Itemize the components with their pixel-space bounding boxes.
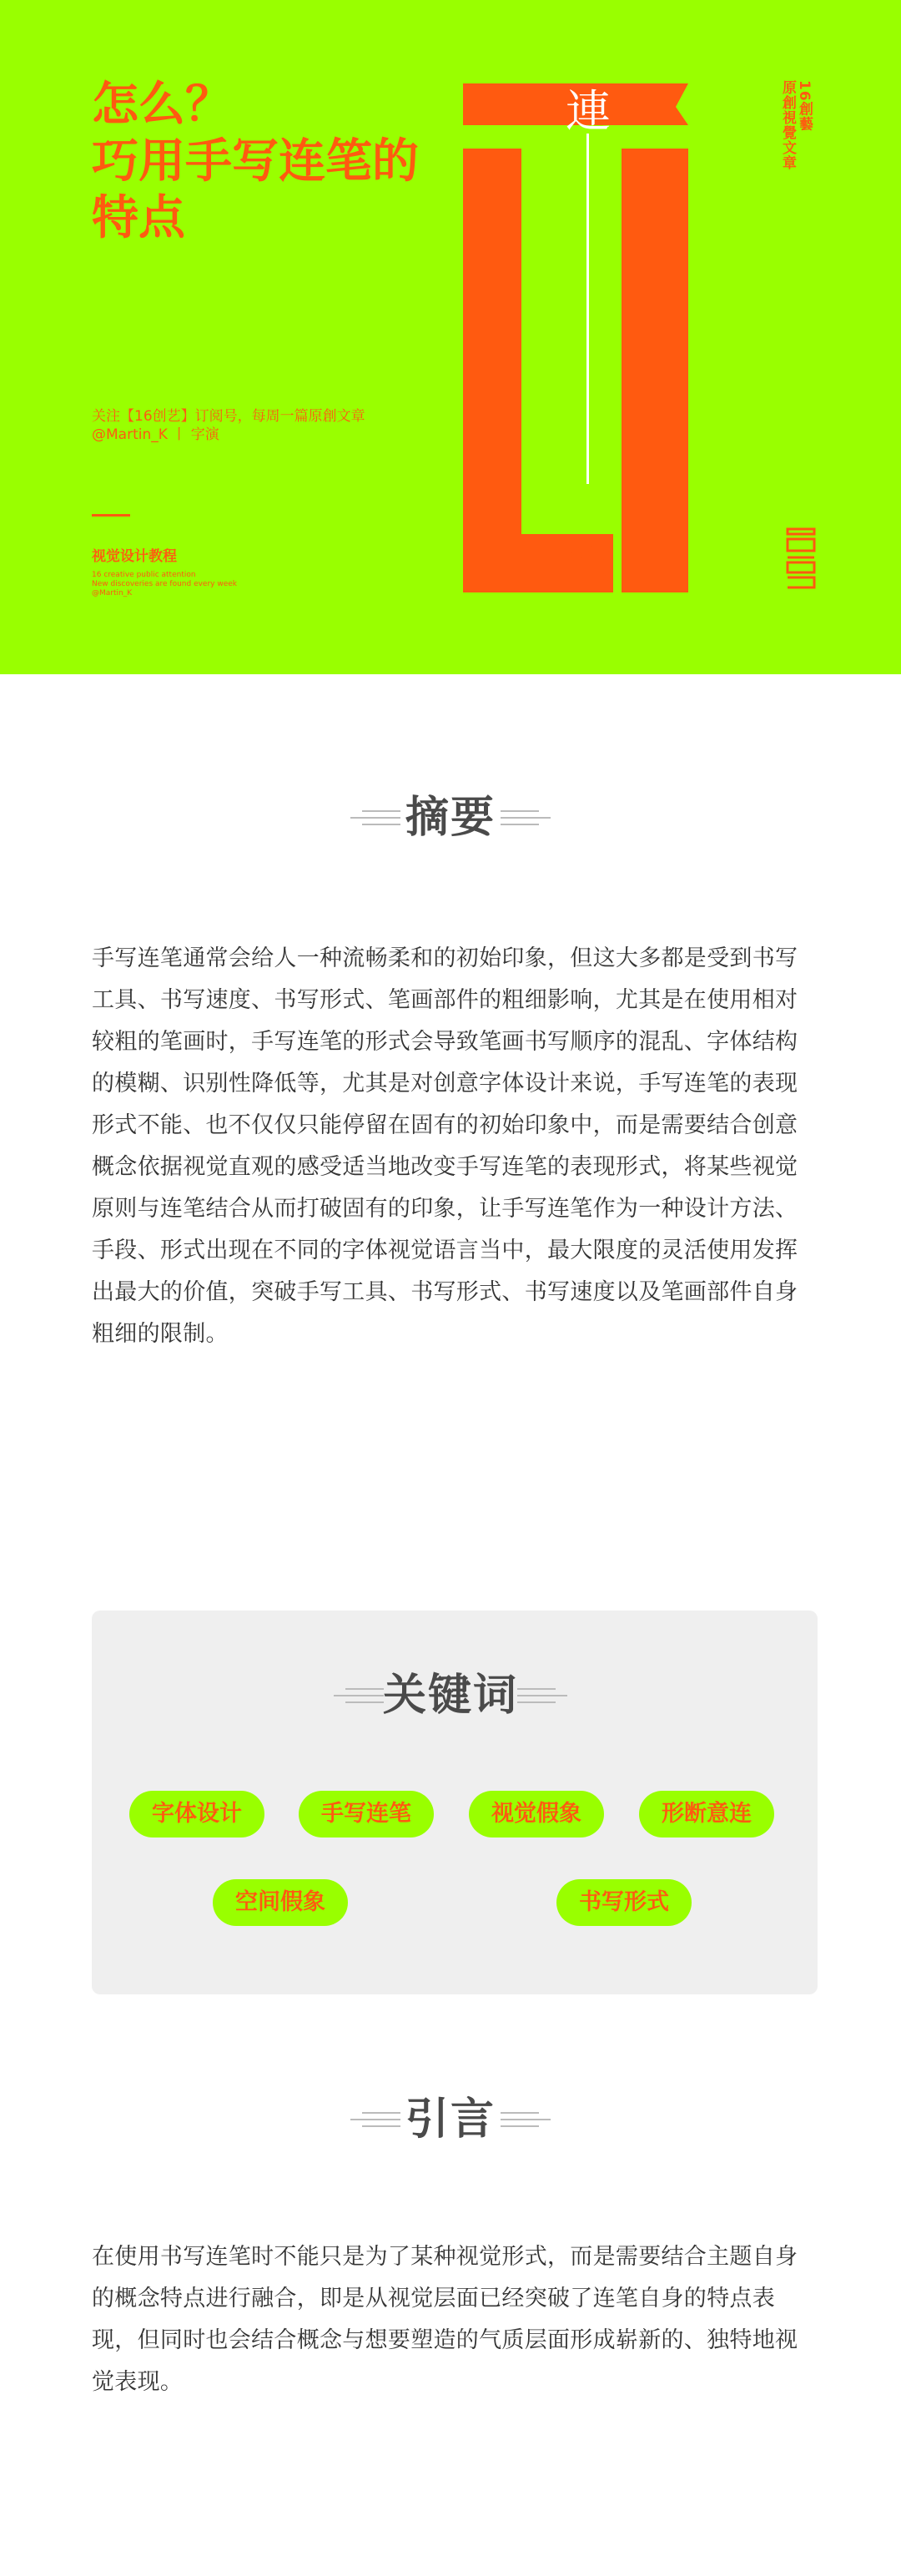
tiny-line-2: New discoveries are found every week bbox=[92, 580, 238, 588]
hero-divider bbox=[92, 514, 130, 517]
hero-follow-info bbox=[92, 407, 365, 444]
brand-mark-icon bbox=[786, 527, 816, 589]
vertical-text-brand: 16創藝 bbox=[796, 80, 813, 132]
abstract-heading: 摘要 bbox=[405, 792, 496, 843]
keyword-pill[interactable]: 形断意连 bbox=[639, 1791, 774, 1837]
heading-deco-right-icon bbox=[501, 2107, 551, 2132]
follow-line-2: @Martin_K 丨 字演 bbox=[92, 426, 219, 443]
logo-thin-stroke bbox=[586, 134, 589, 484]
keywords-heading-block bbox=[0, 1669, 901, 1727]
heading-deco-right-icon bbox=[517, 1683, 567, 1708]
intro-body: 在使用书写连笔时不能只是为了某种视觉形式，而是需要结合主题自身的概念特点进行融合，即是从视觉层面已经突破了连笔自身的特点表现，但同时也会结合概念与想要塑造的气质层面形成崭新的、独特地视觉表现。 bbox=[92, 2244, 798, 2395]
heading-deco-right-icon bbox=[501, 805, 551, 830]
hero-title-line-2: 巧用手写连笔的 bbox=[92, 134, 419, 189]
keyword-pill[interactable]: 字体设计 bbox=[129, 1791, 264, 1837]
logo-char-top: 連 bbox=[566, 85, 611, 138]
keyword-pill[interactable]: 手写连笔 bbox=[299, 1791, 434, 1837]
series-label: 视觉设计教程 bbox=[92, 548, 177, 565]
keywords-heading: 关键词 bbox=[382, 1670, 518, 1721]
keyword-pill[interactable]: 空间假象 bbox=[213, 1879, 348, 1926]
keywords-panel bbox=[92, 1611, 818, 1994]
abstract-body: 手写连笔通常会给人一种流畅柔和的初始印象，但这大多都是受到书写工具、书写速度、书写形式、笔画部件的粗细影响，尤其是在使用相对较粗的笔画时，手写连笔的形式会导致笔画书写顺序的混乱、字体结构的模糊、识别性降低等，尤其是对创意字体设计来说，手写连笔的表现形式不能、也不仅仅只能停留在固有的初始印象中，而是需要结合创意概念依据视觉直观的感受适当地改变手写连笔的表现形式，将某些视觉原则与连笔结合从而打破固有的印象，让手写连笔作为一种设计方法、手段、形式出现在不同的字体视觉语言当中，最大限度的灵活使用发挥出最大的价值，突破手写工具、书写形式、书写速度以及笔画部件自身粗细的限制。 bbox=[92, 945, 798, 1347]
lianbi-logo bbox=[463, 83, 688, 592]
abstract-heading-block bbox=[0, 791, 901, 849]
hero-title-line-1: 怎么？ bbox=[92, 78, 232, 132]
vertical-text-original: 原創視覺文章 bbox=[779, 80, 796, 170]
tiny-line-3: @Martin_K bbox=[92, 589, 133, 597]
keyword-pill[interactable]: 视觉假象 bbox=[469, 1791, 604, 1837]
follow-line-1: 关注【16创艺】订阅号，每周一篇原創文章 bbox=[92, 408, 365, 425]
logo-left-pillar bbox=[463, 149, 521, 592]
intro-heading-block bbox=[0, 2093, 901, 2151]
tiny-line-1: 16 creative public attention bbox=[92, 571, 196, 579]
logo-right-pillar bbox=[622, 149, 688, 592]
hero-tiny-text bbox=[92, 571, 242, 598]
hero-title bbox=[92, 77, 476, 247]
intro-heading: 引言 bbox=[405, 2094, 496, 2145]
hero-banner bbox=[0, 0, 901, 674]
logo-char-bottom: 筆 bbox=[566, 542, 611, 592]
keyword-pill[interactable]: 书写形式 bbox=[556, 1879, 692, 1926]
hero-title-line-3: 特点 bbox=[92, 191, 185, 245]
